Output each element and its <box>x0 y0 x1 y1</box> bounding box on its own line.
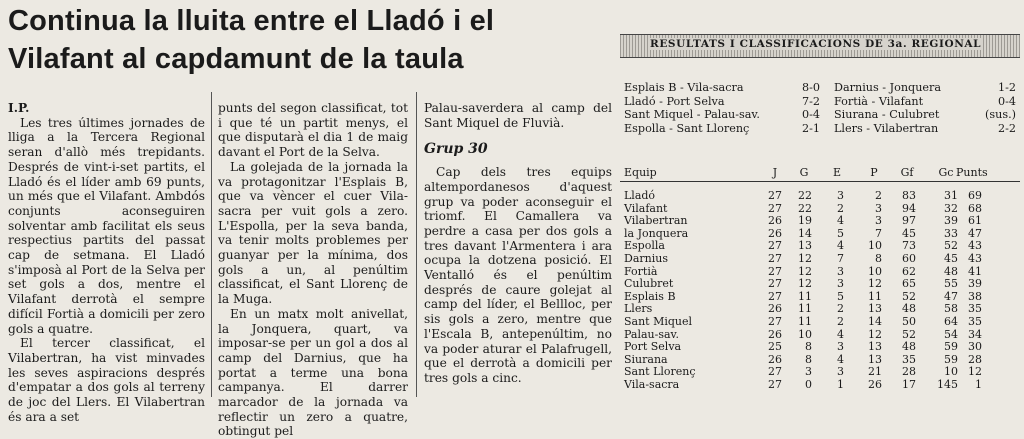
table-row <box>620 202 1020 215</box>
stat-cell: 2 <box>837 315 844 328</box>
header-cell: J <box>772 166 778 179</box>
header-rule <box>620 181 1020 182</box>
stat-cell: 10 <box>798 327 812 341</box>
stat-cell: 83 <box>902 189 916 202</box>
stat-cell: 43 <box>968 239 982 253</box>
team-name: Siurana <box>624 352 668 366</box>
article-column-2 <box>218 101 408 439</box>
team-name: Llers <box>624 302 653 316</box>
stat-cell: 26 <box>768 226 782 240</box>
stat-cell: 48 <box>902 302 916 316</box>
team-name: Vila-sacra <box>624 378 680 391</box>
stat-cell: 27 <box>768 264 782 278</box>
byline: I.P. <box>8 101 30 115</box>
team-name: Vilabertran <box>624 214 688 228</box>
stat-cell: 35 <box>968 302 982 316</box>
stat-cell: 27 <box>768 277 782 291</box>
standings-header <box>620 162 1020 178</box>
stat-cell: 27 <box>768 365 782 379</box>
stat-cell: 33 <box>944 226 958 240</box>
table-row <box>620 378 1020 391</box>
stat-cell: 27 <box>768 239 782 253</box>
article-paragraph: Palau-saverdera al camp del Sant Miquel de Fluvià. <box>424 101 612 130</box>
stat-cell: 54 <box>944 327 958 341</box>
stat-cell: 73 <box>902 239 916 253</box>
stat-cell: 27 <box>768 189 782 202</box>
header-cell: Equip <box>624 166 657 179</box>
result-match: Sant Miquel - Palau-sav. <box>624 108 760 121</box>
result-match: Fortià - Vilafant <box>834 94 924 108</box>
stat-cell: 13 <box>868 340 882 354</box>
stat-cell: 32 <box>944 201 958 215</box>
stat-cell: 52 <box>902 327 916 341</box>
team-name: Sant Llorenç <box>624 365 696 379</box>
team-name: Sant Miquel <box>624 315 693 328</box>
stat-cell: 35 <box>968 315 982 328</box>
result-match: Llers - Vilabertran <box>834 121 939 135</box>
stat-cell: 21 <box>868 365 882 379</box>
stat-cell: 39 <box>968 277 982 291</box>
header-cell: Punts <box>956 166 988 179</box>
stat-cell: 1 <box>837 378 844 391</box>
stat-cell: 22 <box>798 189 812 202</box>
result-match: Espolla - Sant Llorenç <box>624 121 750 135</box>
stat-cell: 68 <box>968 201 982 215</box>
stat-cell: 3 <box>837 277 844 291</box>
panel-title: RESULTATS I CLASSIFICACIONS DE 3a. REGIONAL <box>650 38 982 50</box>
stat-cell: 28 <box>968 352 982 366</box>
stat-cell: 35 <box>902 352 916 366</box>
team-name: Vilafant <box>624 201 668 215</box>
stat-cell: 3 <box>837 189 844 202</box>
result-score: 0-4 <box>801 108 820 121</box>
team-name: Espolla <box>624 239 665 253</box>
stat-cell: 60 <box>902 252 916 265</box>
stat-cell: 3 <box>837 365 844 379</box>
table-row <box>620 340 1020 353</box>
stat-cell: 28 <box>902 365 916 379</box>
stat-cell: 65 <box>902 277 916 291</box>
stat-cell: 62 <box>902 264 916 278</box>
result-match: Lladó - Port Selva <box>624 94 725 108</box>
column-divider <box>416 92 417 397</box>
table-row <box>620 365 1020 378</box>
result-score: 0-4 <box>997 94 1016 108</box>
stat-cell: 145 <box>937 378 958 391</box>
stat-cell: 11 <box>868 289 882 303</box>
stat-cell: 45 <box>902 226 916 240</box>
stat-cell: 5 <box>837 289 844 303</box>
stat-cell: 11 <box>798 289 812 303</box>
stat-cell: 13 <box>798 239 812 253</box>
stat-cell: 31 <box>944 189 958 202</box>
article-paragraph: punts del segon classificat, tot i que té un partit menys, el que disputarà el dia 1 de maig davant el Port de la Selva. <box>218 101 408 160</box>
stat-cell: 13 <box>868 302 882 316</box>
stat-cell: 39 <box>944 214 958 228</box>
stat-cell: 0 <box>805 378 812 391</box>
stat-cell: 34 <box>968 327 982 341</box>
table-row <box>620 290 1020 303</box>
table-row <box>620 189 1020 202</box>
results-panel <box>620 34 1020 399</box>
stat-cell: 12 <box>798 252 812 265</box>
stat-cell: 3 <box>875 201 882 215</box>
table-row <box>620 353 1020 366</box>
stat-cell: 26 <box>868 378 882 391</box>
team-name: Darnius <box>624 252 668 265</box>
result-score: 8-0 <box>801 81 820 94</box>
header-cell: Gc <box>938 166 954 179</box>
stat-cell: 47 <box>968 226 982 240</box>
table-row <box>620 265 1020 278</box>
stat-cell: 14 <box>798 226 812 240</box>
stat-cell: 26 <box>768 352 782 366</box>
stat-cell: 3 <box>875 214 882 228</box>
stat-cell: 26 <box>768 327 782 341</box>
article-paragraph: Cap dels tres equips altempordanesos d'aquest grup va poder aconseguir el triomf. El Camallera va perdre a casa per dos gols a tres davant l'Armentera i ara ocupa la dotzena posició. El Ventalló és el penúltim després de caure golejat al camp del líder, el Bellloc, per sis gols a zero, mentre que l'Escala B, antepenúltim, no va poder aturar el Palafrugell, que el derrotà a domicili per tres gols a cinc. <box>424 165 612 385</box>
stat-cell: 58 <box>944 302 958 316</box>
article-paragraph: En un matx molt anivellat, la Jonquera, quart, va imposar-se per un gol a dos al camp del Darnius, que ha portat a terme una bona campanya. El darrer marcador de la jornada va reflectir un zero a quatre, obtingut pel <box>218 306 408 439</box>
stat-cell: 12 <box>868 277 882 291</box>
stat-cell: 7 <box>837 252 844 265</box>
stat-cell: 10 <box>868 239 882 253</box>
team-name: Fortià <box>624 264 658 278</box>
stat-cell: 69 <box>968 189 982 202</box>
article-column-1 <box>8 101 205 424</box>
column-divider <box>211 92 212 397</box>
stat-cell: 97 <box>902 214 916 228</box>
stat-cell: 10 <box>868 264 882 278</box>
header-cell: E <box>832 166 842 179</box>
stat-cell: 2 <box>837 302 844 316</box>
panel-banner <box>620 34 1020 58</box>
stat-cell: 3 <box>837 264 844 278</box>
result-match: Esplais B - Vila-sacra <box>624 81 744 94</box>
article-paragraph: Les tres últimes jornades de lliga a la Tercera Regional seran d'allò més trepidants. Després de vint-i-set partits, el Lladó és el líder amb 69 punts, un més que el Vilafant. Ambdós conjunts aconseguiren solventar amb facilitat els seus respectius partits del passat cap de setmana. El Lladó s'imposà al Port de la Selva per set gols a dos, mentre el Vilafant derrotà el sempre difícil Fortià a domicili per zero gols a quatre. <box>8 115 205 336</box>
result-match: Siurana - Culubret <box>834 108 940 121</box>
stat-cell: 64 <box>944 315 958 328</box>
team-name: la Jonquera <box>624 226 689 240</box>
stat-cell: 17 <box>902 378 916 391</box>
stat-cell: 52 <box>902 289 916 303</box>
result-score: 2-2 <box>997 121 1016 135</box>
article-paragraph: El tercer classificat, el Vilabertran, ha vist minvades les seves aspiracions després d'empatar a dos gols al terreny de joc del Llers. El Vilabertran és ara a set <box>8 336 205 424</box>
stat-cell: 22 <box>798 201 812 215</box>
table-row <box>620 277 1020 290</box>
header-cell: Gf <box>900 166 914 179</box>
table-row <box>620 328 1020 341</box>
stat-cell: 61 <box>968 214 982 228</box>
stat-cell: 25 <box>768 340 782 354</box>
stat-cell: 12 <box>968 365 982 379</box>
headline: Continua la lluita entre el Lladó i el Vilafant al capdamunt de la taula <box>8 5 495 75</box>
stat-cell: 45 <box>944 252 958 265</box>
stat-cell: 10 <box>944 365 958 379</box>
stat-cell: 27 <box>768 201 782 215</box>
stat-cell: 11 <box>798 315 812 328</box>
stat-cell: 27 <box>768 315 782 328</box>
table-row <box>620 302 1020 315</box>
stat-cell: 59 <box>944 340 958 354</box>
stat-cell: 27 <box>768 252 782 265</box>
stat-cell: 12 <box>798 264 812 278</box>
stat-cell: 11 <box>798 302 812 316</box>
stat-cell: 12 <box>868 327 882 341</box>
team-name: Lladó <box>624 189 656 202</box>
stat-cell: 38 <box>968 289 982 303</box>
stat-cell: 27 <box>768 289 782 303</box>
article-column-3 <box>424 101 612 386</box>
stat-cell: 3 <box>837 340 844 354</box>
table-row <box>620 227 1020 240</box>
stat-cell: 1 <box>975 378 982 391</box>
stat-cell: 27 <box>768 378 782 391</box>
stat-cell: 30 <box>968 340 982 354</box>
team-name: Esplais B <box>624 289 676 303</box>
result-score: 2-1 <box>801 121 820 135</box>
stat-cell: 52 <box>944 239 958 253</box>
table-row <box>620 252 1020 265</box>
stat-cell: 4 <box>837 239 844 253</box>
stat-cell: 7 <box>875 226 882 240</box>
result-match: Darnius - Jonquera <box>834 81 942 94</box>
stat-cell: 4 <box>837 352 844 366</box>
stat-cell: 94 <box>902 201 916 215</box>
table-row <box>620 214 1020 227</box>
stat-cell: 55 <box>944 277 958 291</box>
stat-cell: 41 <box>968 264 982 278</box>
section-subhead: Grup 30 <box>424 141 488 158</box>
stat-cell: 4 <box>837 327 844 341</box>
stat-cell: 26 <box>768 302 782 316</box>
stat-cell: 2 <box>837 201 844 215</box>
table-row <box>620 315 1020 328</box>
stat-cell: 59 <box>944 352 958 366</box>
stat-cell: 50 <box>902 315 916 328</box>
stat-cell: 3 <box>805 365 812 379</box>
stat-cell: 8 <box>805 340 812 354</box>
stat-cell: 19 <box>798 214 812 228</box>
stat-cell: 8 <box>875 252 882 265</box>
result-score: 7-2 <box>801 94 820 108</box>
article-paragraph: La golejada de la jornada la va protagonitzar l'Esplais B, que va vèncer el cuer Vila-sacra per vuit gols a zero. L'Espolla, per la seva banda, va tenir molts problemes per guanyar per la mínima, dos gols a un, al penúltim classificat, el Sant Llorenç de la Muga. <box>218 159 408 307</box>
stat-cell: 48 <box>902 340 916 354</box>
stat-cell: 5 <box>837 226 844 240</box>
team-name: Port Selva <box>624 340 682 354</box>
table-row <box>620 239 1020 252</box>
stat-cell: 2 <box>875 189 882 202</box>
stat-cell: 14 <box>868 315 882 328</box>
stat-cell: 43 <box>968 252 982 265</box>
team-name: Palau-sav. <box>624 327 679 341</box>
result-score: (sus.) <box>985 108 1016 121</box>
result-score: 1-2 <box>997 81 1016 94</box>
stat-cell: 26 <box>768 214 782 228</box>
header-cell: G <box>799 166 809 179</box>
stat-cell: 8 <box>805 352 812 366</box>
stat-cell: 48 <box>944 264 958 278</box>
stat-cell: 4 <box>837 214 844 228</box>
team-name: Culubret <box>624 277 674 291</box>
stat-cell: 47 <box>944 289 958 303</box>
header-cell: P <box>870 166 878 179</box>
stat-cell: 13 <box>868 352 882 366</box>
stat-cell: 12 <box>798 277 812 291</box>
